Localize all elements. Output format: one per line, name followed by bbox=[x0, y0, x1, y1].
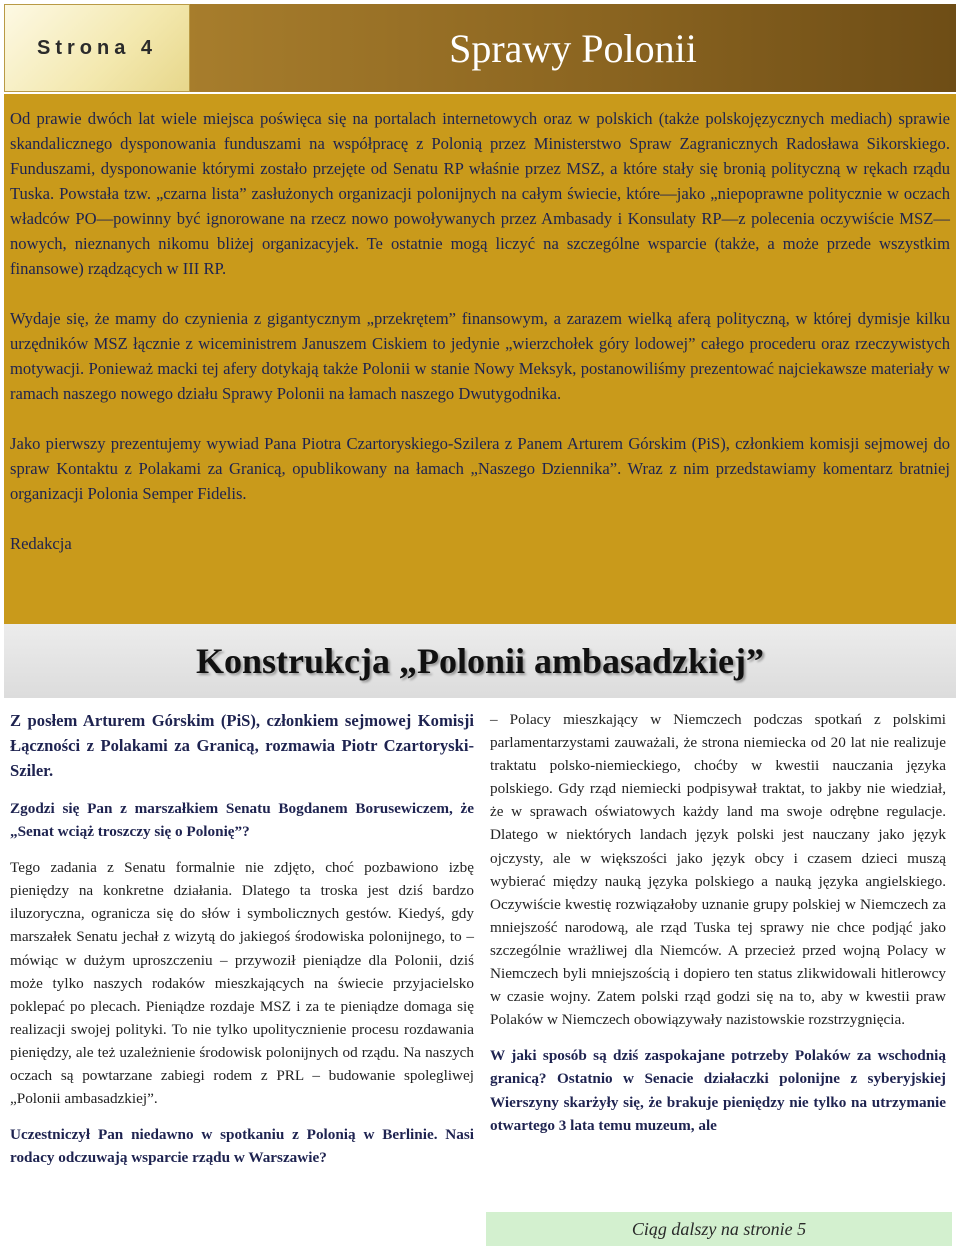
article-title: Konstrukcja „Polonii ambasadzkiej” bbox=[195, 641, 765, 681]
intro-paragraph: Od prawie dwóch lat wiele miejsca poświęca się na portalach internetowych oraz w polskich (także polskojęzycznych mediach) sprawie skandalicznego dysponowania funduszami na współpracę z Polonią przez Ministerstwo Spraw Zagranicznych Radosława Sikorskiego. Funduszami, dysponowanie którymi zostało przejęte od Senatu RP właśnie przez MSZ, a które stały się bronią polityczną w rękach rządu Tuska. Powstała tzw. „czarna lista” zasłużonych organizacji polonijnych na całym świecie, które—jako „niepoprawne politycznie w oczach władców PO—powinny być ignorowane na rzecz nowo powoływanych przez Ambasady i Konsulaty RP—z polecenia oczywiście MSZ—nowych, nieznanych nikomu bliżej organizacyjek. Te ostatnie mogą liczyć na szczególne wsparcie (także, a może przede wszystkim finansowe) rządzących w III RP. bbox=[10, 109, 950, 278]
intro-paragraph: Wydaje się, że mamy do czynienia z gigantycznym „przekrętem” finansowym, a zarazem wielką aferą polityczną, w której dymisje kilku urzędników MSZ łącznie z wiceministrem Januszem Ciskiem to jedynie „wierzchołek góry lodowej” całego procederu oraz rzeczywistych motywacji. Ponieważ macki tej afery dotykają także Polonii w stanie Nowy Meksyk, postanowiliśmy prezentować najciekawsze materiały w ramach naszego nowego działu Sprawy Polonii na łamach naszego Dwutygodnika. bbox=[10, 309, 950, 403]
question: Uczestniczył Pan niedawno w spotkaniu z Polonią w Berlinie. Nasi rodacy odczuwają wsparcie rządu w Warszawie? bbox=[10, 1126, 474, 1167]
continued-link[interactable]: Ciąg dalszy na stronie 5 bbox=[486, 1212, 952, 1246]
right-column bbox=[490, 708, 946, 1150]
page-header bbox=[4, 4, 956, 92]
article-lead: Z posłem Arturem Górskim (PiS), członkiem sejmowej Komisji Łączności z Polakami za Granicą, rozmawia Piotr Czartoryski-Sziler. bbox=[10, 711, 474, 780]
intro-paragraph: Jako pierwszy prezentujemy wywiad Pana Piotra Czartoryskiego-Szilera z Panem Arturem Górskim (PiS), członkiem komisji sejmowej do spraw Kontaktu z Polakami za Granicą, opublikowany na łamach „Naszego Dziennika”. Wraz z nim przedstawiamy komentarz bratniej organizacji Polonia Semper Fidelis. bbox=[10, 434, 950, 503]
question: W jaki sposób są dziś zaspokajane potrzeby Polaków za wschodnią granicą? Ostatnio w Senacie działaczki polonijne z syberyjskiej Wierszyny skarżyły się, że brakuje pieniędzy nie tylko na utrzymanie otwartego 3 lata temu muzeum, ale bbox=[490, 1047, 946, 1134]
section-title-band bbox=[190, 4, 956, 92]
article-title-band bbox=[4, 624, 956, 698]
section-title: Sprawy Polonii bbox=[449, 25, 697, 71]
signature: Redakcja bbox=[10, 534, 72, 553]
page-number-label: Strona 4 bbox=[4, 4, 190, 92]
question: Zgodzi się Pan z marszałkiem Senatu Bogdanem Borusewiczem, że „Senat wciąż troszczy się o Polonię”? bbox=[10, 800, 474, 841]
answer: Tego zadania z Senatu formalnie nie zdjęto, choć pozbawiono izbę pieniędzy na konkretne działania. Dlatego ta troska jest dziś bardzo iluzoryczna, ogranicza się do słów i symbolicznych gestów. Kiedyś, gdy marszałek Senatu jechał z wizytą do jakiegoś środowiska polonijnego, to – mówiąc w dużym uproszczeniu – przywoził pieniądze dla Polonii, dziś może tylko naszych rodaków mieszkających na świecie przyjacielsko poklepać po plecach. Pieniądze rozdaje MSZ i za te pieniądze domaga się realizacji swojej polityki. To nie tylko upolitycznienie procesu rozdawania pieniędzy, ale też uzależnienie środowisk polonijnych od rządu. Na naszych oczach są powtarzane zabiegi rodem z PRL – budowanie spolegliwej „Polonii ambasadzkiej”. bbox=[10, 859, 474, 1108]
left-column bbox=[10, 708, 474, 1182]
intro-box bbox=[4, 94, 956, 624]
answer: – Polacy mieszkający w Niemczech podczas spotkań z polskimi parlamentarzystami zauważali, że strona niemiecka od 20 lat nie realizuje traktatu polsko-niemieckiego, choćby w kwestii nauczania języka polskiego. Gdy rząd niemiecki podpisywał traktat, to jakby nie wiedział, że w sprawach oświatowych każdy land ma swoje odrębne regulacje. Dlatego w niektórych landach język polski jest nauczany jako język ojczysty, ale w większości jako język obcy i czasem dzieci muszą wybierać między nauką języka polskiego a nauką języka angielskiego. Oczywiście kwestię rozwiązałoby uznanie grupy polskiej w Niemczech za mniejszość narodową, ale rząd Tuska tej sprawy nie chce podjąć jako szczególnie wrażliwej dla Niemców. A przecież przed wojną Polacy w Niemczech byli mniejszością i dopiero ten status zlikwidowali hitlerowcy w czasie wojny. Zatem polski rząd godzi się na to, aby w kwestii praw Polaków w Niemczech obowiązywały nazistowskie rozstrzygnięcia. bbox=[490, 711, 946, 1029]
